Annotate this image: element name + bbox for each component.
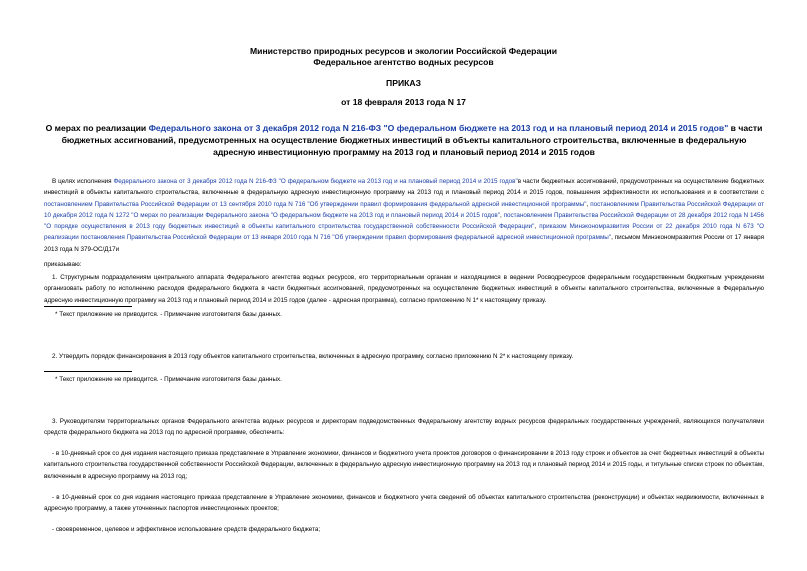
preamble-text: ,	[586, 200, 591, 208]
preamble-text: В целях исполнения	[52, 178, 114, 185]
doc-type: ПРИКАЗ	[386, 78, 421, 88]
title-law-link[interactable]: Федерального закона от 3 декабря 2012 года N 216-ФЗ "О федеральном бюджете на 2013 год и на плановый период 2014 и 2015 годов"	[148, 123, 729, 133]
decree-1456-link[interactable]: постановлением Правительства Российской Федерации от 28 декабря 2012 года N 1456 "О порядке осуществления в 2013 году бюджетных инвестиций в объекты капитального строительства государственной собственности Российской Федерации"	[44, 211, 764, 231]
order-word: приказываю:	[44, 261, 82, 268]
preamble-text: , письмом Минэкономразвития России от 17 января 2013 года N 379-ОС/Д17и	[44, 234, 764, 253]
order-673-link[interactable]: приказом Минэкономразвития России от 22 декабря 2010 года N 673 "О реализации постановления Правительства Российской Федерации от 13 января 2010 года N 716 "Об утверждении правил формирования федеральной адресной инвестиционной программы"	[44, 223, 764, 242]
item-1: 1. Структурным подразделениям центрального аппарата Федерального агентства водных ресурсов, его территориальным органам и находящимся в ведении Росводресурсов федеральным государственным бюджетным учреждениям организовать работу по исполнению расходов федерального бюджета в части бюджетных ассигнований, предусмотренных на осуществление бюджетных инвестиций в объекты капитального строительства, включенные в Федеральную адресную инвестиционную программу на 2013 год и плановый период 2014 и 2015 годов (далее - адресная программа), согласно приложению N 1* к настоящему приказу.	[44, 274, 764, 304]
agency-name: Федеральное агентство водных ресурсов	[313, 57, 494, 67]
preamble-text: ,	[534, 223, 540, 231]
law-216-link[interactable]: Федерального закона от 3 декабря 2012 года N 216-ФЗ "О федеральном бюджете на 2013 год и на плановый период 2014 и 2015 годов"	[113, 178, 518, 185]
preamble-paragraph	[44, 176, 764, 255]
decree-1272-link[interactable]: постановлением Правительства Российской Федерации от 10 декабря 2012 года N 1272 "О мерах по реализации Федерального закона "О федеральном бюджете на 2013 год и плановый период 2014 и 2015 годов"	[44, 200, 764, 219]
title-suffix: в части бюджетных ассигнований, предусмотренных на осуществление бюджетных инвестиций в объекты капитального строительства, включенные в федеральную адресную инвестиционную программу на 2013 год и плановый период 2014 и 2015 годов	[61, 123, 763, 157]
footnote-divider	[44, 306, 132, 307]
preamble-text: в части бюджетных ассигнований, предусмотренных на осуществление бюджетных инвестиций в объекты капитального строительства, включенные в федеральную адресную инвестиционную программу на 2013 год и плановый период 2014 и 2015 годов, повышения эффективности их использования и в соответствии с	[44, 178, 764, 197]
item-3: 3. Руководителям территориальных органов Федерального агентства водных ресурсов и директорам подведомственных Федеральному агентству водных ресурсов федеральных государственных учреждений, являющихся получателями средств федерального бюджета на 2013 год по адресной программе, обеспечить:	[44, 418, 764, 437]
doc-title	[44, 122, 764, 158]
bullet-1: - в 10-дневный срок со дня издания настоящего приказа представление в Управление экономики, финансов и бюджетного учета проектов договоров о финансировании в 2013 году строек и объектов за счет бюджетных инвестиций в объекты капитального строительства государственной собственности Российской Федерации, включенных в федеральную адресную инвестиционную программу на 2013 год и плановый период 2014 и 2015 годы, и титульные списки строек по объектам, включенным в адресную программу на 2013 год;	[44, 450, 764, 480]
decree-716-link[interactable]: постановлением Правительства Российской Федерации от 13 сентября 2010 года N 716 "Об утверждении правил формирования федеральной адресной инвестиционной программы"	[44, 200, 587, 208]
bullet-3: - своевременное, целевое и эффективное использование средств федерального бюджета;	[52, 526, 321, 533]
item-2: 2. Утвердить порядок финансирования в 2013 году объектов капитального строительства, включенных в адресную программу, согласно приложению N 2* к настоящему приказу.	[52, 353, 574, 360]
bullet-2: - в 10-дневный срок со дня издания настоящего приказа представление в Управление экономики, финансов и бюджетного учета сведений об объектах капитального строительства (реконструкции) и объектах недвижимости, включенных в адресную программу, а также уточненных паспортов инвестиционных проектов;	[44, 494, 764, 513]
ministry-name: Министерство природных ресурсов и экологии Российской Федерации	[250, 46, 557, 56]
doc-date: от 18 февраля 2013 года N 17	[341, 97, 466, 107]
title-prefix: О мерах по реализации	[45, 123, 149, 133]
footnote-divider	[44, 371, 132, 372]
footnote-1: * Текст приложение не приводится. - Примечание изготовителя базы данных.	[55, 311, 282, 318]
footnote-2: * Текст приложение не приводится. - Примечание изготовителя базы данных.	[55, 376, 282, 383]
preamble-text: ,	[499, 211, 504, 219]
